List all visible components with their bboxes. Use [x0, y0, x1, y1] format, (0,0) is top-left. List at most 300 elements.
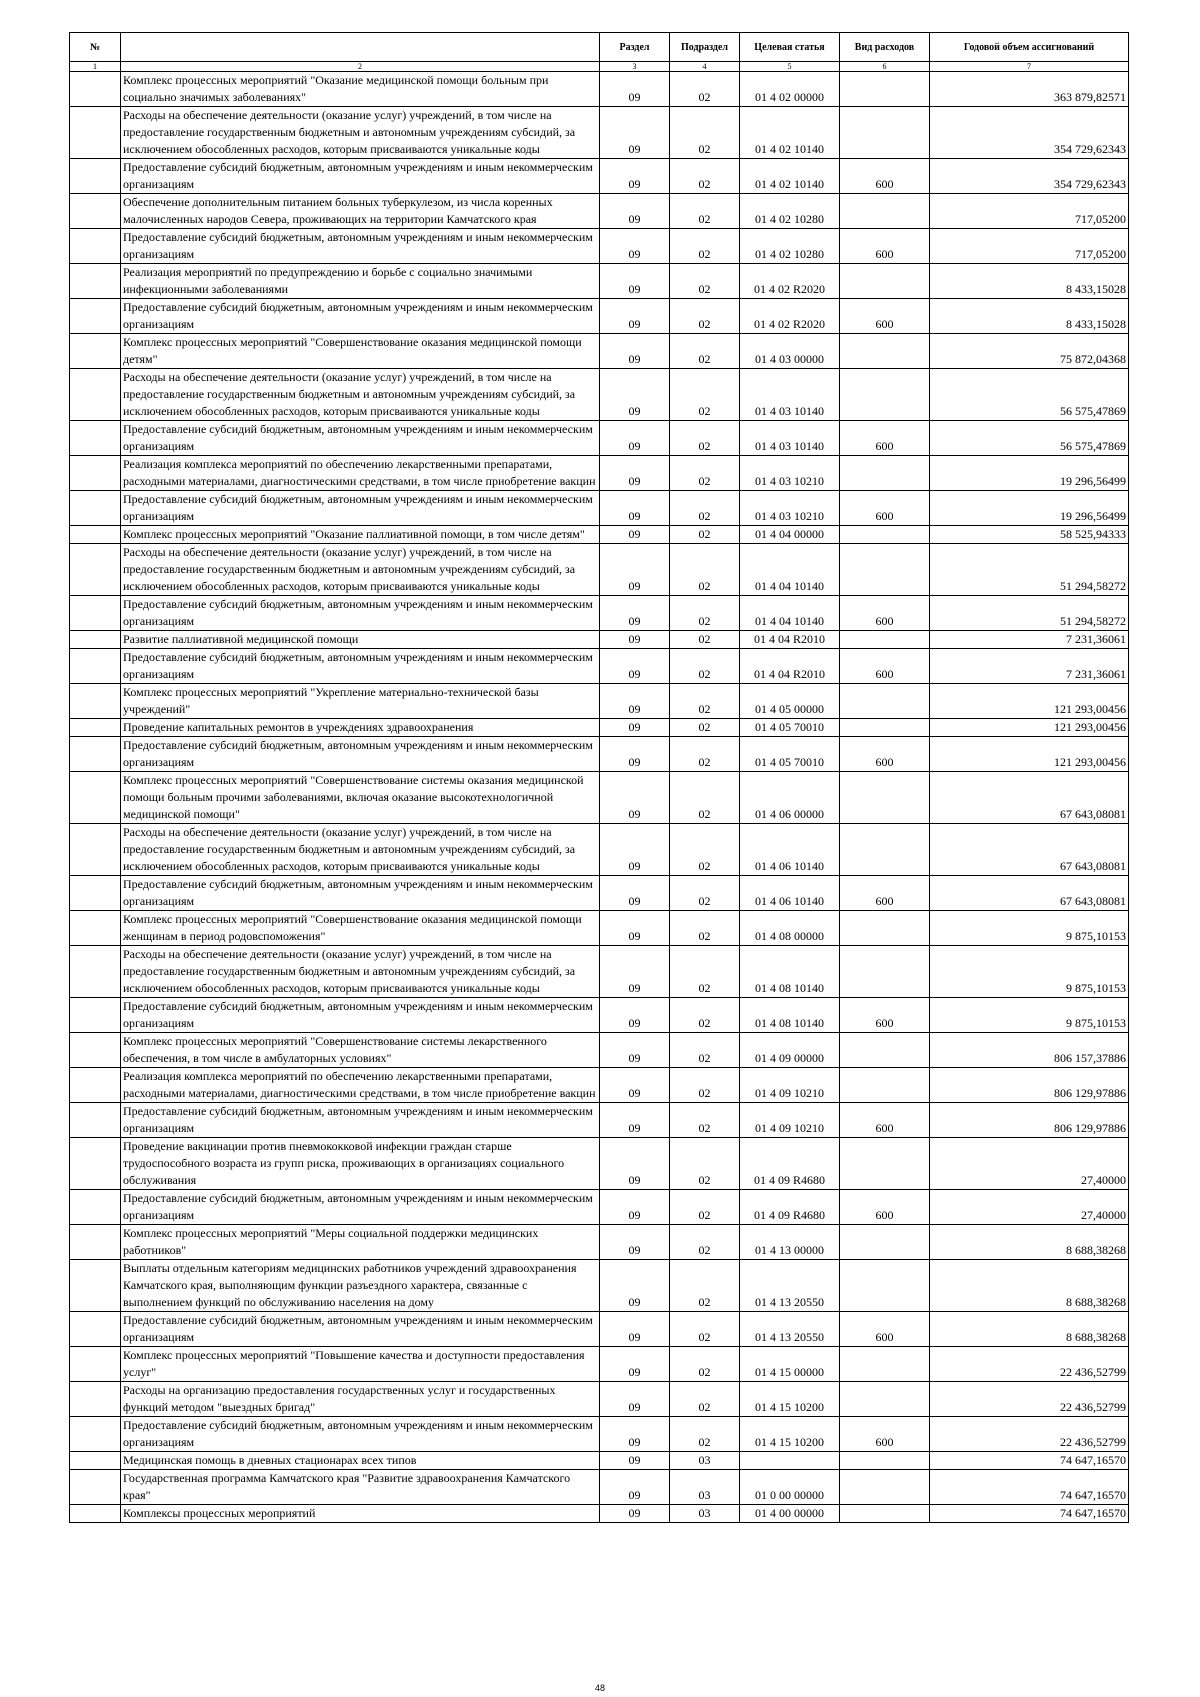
row-target-article-cell: 01 4 09 R4680 [740, 1190, 840, 1225]
row-name-cell: Расходы на обеспечение деятельности (оказание услуг) учреждений, в том числе на предоставление государственным бюджетным и автономным учреждениям субсидий, за исключением обособленных расходов, которым присваиваются уникальные коды [121, 107, 600, 159]
column-number: 2 [121, 62, 600, 72]
table-row [70, 1470, 1129, 1505]
row-razdel-cell: 09 [600, 1260, 670, 1312]
row-expense-type-cell: 600 [840, 876, 930, 911]
row-target-article-cell: 01 4 09 R4680 [740, 1138, 840, 1190]
row-expense-type-cell [840, 1033, 930, 1068]
row-number-cell [70, 107, 121, 159]
row-target-article-cell: 01 4 04 00000 [740, 526, 840, 544]
row-razdel-cell: 09 [600, 1068, 670, 1103]
row-expense-type-cell: 600 [840, 1103, 930, 1138]
row-razdel-cell: 09 [600, 526, 670, 544]
row-expense-type-cell [840, 946, 930, 998]
table-row [70, 1190, 1129, 1225]
row-podrazdel-cell: 02 [670, 1068, 740, 1103]
row-podrazdel-cell: 02 [670, 1033, 740, 1068]
row-expense-type-cell: 600 [840, 737, 930, 772]
row-podrazdel-cell: 02 [670, 264, 740, 299]
row-razdel-cell: 09 [600, 1312, 670, 1347]
row-expense-type-cell: 600 [840, 1190, 930, 1225]
table-row [70, 421, 1129, 456]
row-razdel-cell: 09 [600, 1190, 670, 1225]
row-amount-cell: 717,05200 [930, 194, 1129, 229]
row-expense-type-cell: 600 [840, 229, 930, 264]
row-podrazdel-cell: 02 [670, 1138, 740, 1190]
row-number-cell [70, 631, 121, 649]
row-number-cell [70, 1225, 121, 1260]
table-row [70, 1103, 1129, 1138]
row-name-cell: Комплекс процессных мероприятий "Оказание медицинской помощи больным при социально значимых заболеваниях" [121, 72, 600, 107]
table-row [70, 229, 1129, 264]
row-razdel-cell: 09 [600, 737, 670, 772]
row-amount-cell: 58 525,94333 [930, 526, 1129, 544]
table-row [70, 491, 1129, 526]
row-expense-type-cell [840, 631, 930, 649]
row-razdel-cell: 09 [600, 544, 670, 596]
table-row [70, 264, 1129, 299]
row-expense-type-cell [840, 526, 930, 544]
header-target-article: Целевая статья [740, 33, 840, 62]
row-amount-cell: 74 647,16570 [930, 1452, 1129, 1470]
row-podrazdel-cell: 02 [670, 631, 740, 649]
row-target-article-cell: 01 4 06 10140 [740, 824, 840, 876]
row-name-cell: Предоставление субсидий бюджетным, автономным учреждениям и иным некоммерческим организациям [121, 299, 600, 334]
row-podrazdel-cell: 02 [670, 737, 740, 772]
row-name-cell: Предоставление субсидий бюджетным, автономным учреждениям и иным некоммерческим организациям [121, 229, 600, 264]
row-podrazdel-cell: 02 [670, 596, 740, 631]
row-podrazdel-cell: 02 [670, 772, 740, 824]
row-razdel-cell: 09 [600, 229, 670, 264]
row-expense-type-cell [840, 456, 930, 491]
row-name-cell: Комплекс процессных мероприятий "Совершенствование оказания медицинской помощи детям" [121, 334, 600, 369]
row-name-cell: Выплаты отдельным категориям медицинских работников учреждений здравоохранения Камчатского края, выполняющим функции разъездного характера, связанные с выполнением функций по обслуживанию населения на дому [121, 1260, 600, 1312]
row-target-article-cell: 01 4 04 R2010 [740, 649, 840, 684]
header-name [121, 33, 600, 62]
row-podrazdel-cell: 02 [670, 911, 740, 946]
row-name-cell: Реализация мероприятий по предупреждению и борьбе с социально значимыми инфекционными заболеваниями [121, 264, 600, 299]
row-amount-cell: 27,40000 [930, 1190, 1129, 1225]
row-number-cell [70, 1190, 121, 1225]
column-number: 4 [670, 62, 740, 72]
row-number-cell [70, 998, 121, 1033]
row-name-cell: Комплексы процессных мероприятий [121, 1505, 600, 1523]
row-target-article-cell: 01 4 04 10140 [740, 544, 840, 596]
row-number-cell [70, 299, 121, 334]
row-target-article-cell: 01 4 15 10200 [740, 1382, 840, 1417]
row-podrazdel-cell: 02 [670, 72, 740, 107]
row-razdel-cell: 09 [600, 946, 670, 998]
column-number: 5 [740, 62, 840, 72]
row-number-cell [70, 229, 121, 264]
row-amount-cell: 7 231,36061 [930, 649, 1129, 684]
row-target-article-cell: 01 4 13 20550 [740, 1260, 840, 1312]
row-podrazdel-cell: 02 [670, 526, 740, 544]
row-number-cell [70, 1470, 121, 1505]
header-number: № [70, 33, 121, 62]
row-target-article-cell: 01 4 00 00000 [740, 1505, 840, 1523]
row-expense-type-cell [840, 107, 930, 159]
row-amount-cell: 51 294,58272 [930, 544, 1129, 596]
table-row [70, 1138, 1129, 1190]
row-amount-cell: 9 875,10153 [930, 911, 1129, 946]
row-name-cell: Расходы на обеспечение деятельности (оказание услуг) учреждений, в том числе на предоставление государственным бюджетным и автономным учреждениям субсидий, за исключением обособленных расходов, которым присваиваются уникальные коды [121, 946, 600, 998]
table-row [70, 1347, 1129, 1382]
row-amount-cell: 8 688,38268 [930, 1312, 1129, 1347]
row-name-cell: Предоставление субсидий бюджетным, автономным учреждениям и иным некоммерческим организациям [121, 421, 600, 456]
row-name-cell: Комплекс процессных мероприятий "Совершенствование системы оказания медицинской помощи больным прочими заболеваниями, включая оказание высокотехнологичной медицинской помощи" [121, 772, 600, 824]
row-podrazdel-cell: 02 [670, 1312, 740, 1347]
row-razdel-cell: 09 [600, 421, 670, 456]
row-number-cell [70, 1312, 121, 1347]
row-target-article-cell: 01 4 02 R2020 [740, 299, 840, 334]
row-name-cell: Комплекс процессных мероприятий "Оказание паллиативной помощи, в том числе детям" [121, 526, 600, 544]
row-podrazdel-cell: 03 [670, 1452, 740, 1470]
row-target-article-cell: 01 4 04 R2010 [740, 631, 840, 649]
row-expense-type-cell [840, 684, 930, 719]
row-razdel-cell: 09 [600, 1452, 670, 1470]
row-expense-type-cell [840, 72, 930, 107]
row-podrazdel-cell: 02 [670, 719, 740, 737]
row-name-cell: Комплекс процессных мероприятий "Совершенствование системы лекарственного обеспечения, в том числе в амбулаторных условиях" [121, 1033, 600, 1068]
row-expense-type-cell [840, 264, 930, 299]
table-row [70, 369, 1129, 421]
row-target-article-cell [740, 1452, 840, 1470]
row-amount-cell: 121 293,00456 [930, 737, 1129, 772]
row-expense-type-cell: 600 [840, 596, 930, 631]
column-number: 1 [70, 62, 121, 72]
row-name-cell: Расходы на обеспечение деятельности (оказание услуг) учреждений, в том числе на предоставление государственным бюджетным и автономным учреждениям субсидий, за исключением обособленных расходов, которым присваиваются уникальные коды [121, 369, 600, 421]
table-row [70, 946, 1129, 998]
row-number-cell [70, 946, 121, 998]
row-number-cell [70, 1033, 121, 1068]
row-expense-type-cell [840, 1452, 930, 1470]
row-amount-cell: 67 643,08081 [930, 824, 1129, 876]
row-amount-cell: 19 296,56499 [930, 456, 1129, 491]
row-razdel-cell: 09 [600, 998, 670, 1033]
row-number-cell [70, 911, 121, 946]
row-name-cell: Предоставление субсидий бюджетным, автономным учреждениям и иным некоммерческим организациям [121, 1103, 600, 1138]
column-number: 7 [930, 62, 1129, 72]
row-target-article-cell: 01 4 15 10200 [740, 1417, 840, 1452]
row-razdel-cell: 09 [600, 649, 670, 684]
row-target-article-cell: 01 4 02 10280 [740, 229, 840, 264]
row-target-article-cell: 01 4 04 10140 [740, 596, 840, 631]
row-name-cell: Государственная программа Камчатского края "Развитие здравоохранения Камчатского края" [121, 1470, 600, 1505]
row-name-cell: Комплекс процессных мероприятий "Повышение качества и доступности предоставления услуг" [121, 1347, 600, 1382]
table-row [70, 649, 1129, 684]
row-podrazdel-cell: 02 [670, 544, 740, 596]
row-amount-cell: 806 157,37886 [930, 1033, 1129, 1068]
row-expense-type-cell: 600 [840, 299, 930, 334]
row-razdel-cell: 09 [600, 264, 670, 299]
row-name-cell: Комплекс процессных мероприятий "Совершенствование оказания медицинской помощи женщинам в период родовспоможения" [121, 911, 600, 946]
row-podrazdel-cell: 02 [670, 1103, 740, 1138]
row-name-cell: Предоставление субсидий бюджетным, автономным учреждениям и иным некоммерческим организациям [121, 737, 600, 772]
row-number-cell [70, 719, 121, 737]
row-podrazdel-cell: 02 [670, 107, 740, 159]
row-podrazdel-cell: 02 [670, 421, 740, 456]
table-row [70, 737, 1129, 772]
header-razdel: Раздел [600, 33, 670, 62]
row-amount-cell: 8 433,15028 [930, 299, 1129, 334]
row-expense-type-cell [840, 1138, 930, 1190]
row-number-cell [70, 334, 121, 369]
row-number-cell [70, 1260, 121, 1312]
row-number-cell [70, 1347, 121, 1382]
table-body [70, 72, 1129, 1523]
table-row [70, 631, 1129, 649]
table-row [70, 107, 1129, 159]
row-razdel-cell: 09 [600, 824, 670, 876]
row-amount-cell: 354 729,62343 [930, 107, 1129, 159]
column-number: 3 [600, 62, 670, 72]
table-row [70, 1417, 1129, 1452]
row-razdel-cell: 09 [600, 1103, 670, 1138]
row-amount-cell: 8 688,38268 [930, 1260, 1129, 1312]
row-number-cell [70, 1505, 121, 1523]
row-amount-cell: 354 729,62343 [930, 159, 1129, 194]
row-expense-type-cell [840, 544, 930, 596]
row-expense-type-cell [840, 334, 930, 369]
row-amount-cell: 9 875,10153 [930, 998, 1129, 1033]
row-razdel-cell: 09 [600, 876, 670, 911]
table-row [70, 1382, 1129, 1417]
row-name-cell: Предоставление субсидий бюджетным, автономным учреждениям и иным некоммерческим организациям [121, 998, 600, 1033]
row-target-article-cell: 01 4 02 10140 [740, 159, 840, 194]
row-target-article-cell: 01 4 06 10140 [740, 876, 840, 911]
row-number-cell [70, 1417, 121, 1452]
row-name-cell: Расходы на организацию предоставления государственных услуг и государственных функций методом "выездных бригад" [121, 1382, 600, 1417]
row-amount-cell: 806 129,97886 [930, 1068, 1129, 1103]
row-razdel-cell: 09 [600, 596, 670, 631]
row-podrazdel-cell: 02 [670, 369, 740, 421]
header-expense-type: Вид расходов [840, 33, 930, 62]
table-row [70, 911, 1129, 946]
header-podrazdel: Подраздел [670, 33, 740, 62]
row-razdel-cell: 09 [600, 1033, 670, 1068]
row-expense-type-cell [840, 1470, 930, 1505]
row-target-article-cell: 01 4 08 10140 [740, 998, 840, 1033]
row-target-article-cell: 01 4 02 10280 [740, 194, 840, 229]
row-razdel-cell: 09 [600, 631, 670, 649]
header-annual-amount: Годовой объем ассигнований [930, 33, 1129, 62]
row-podrazdel-cell: 03 [670, 1470, 740, 1505]
row-name-cell: Проведение капитальных ремонтов в учреждениях здравоохранения [121, 719, 600, 737]
table-row [70, 719, 1129, 737]
row-amount-cell: 8 433,15028 [930, 264, 1129, 299]
row-podrazdel-cell: 02 [670, 1417, 740, 1452]
row-podrazdel-cell: 02 [670, 876, 740, 911]
row-name-cell: Комплекс процессных мероприятий "Меры социальной поддержки медицинских работников" [121, 1225, 600, 1260]
row-name-cell: Обеспечение дополнительным питанием больных туберкулезом, из числа коренных малочисленных народов Севера, проживающих на территории Камчатского края [121, 194, 600, 229]
row-razdel-cell: 09 [600, 194, 670, 229]
table-row [70, 544, 1129, 596]
row-amount-cell: 67 643,08081 [930, 876, 1129, 911]
row-expense-type-cell [840, 772, 930, 824]
row-target-article-cell: 01 4 09 00000 [740, 1033, 840, 1068]
row-name-cell: Проведение вакцинации против пневмококковой инфекции граждан старше трудоспособного возраста из групп риска, проживающих в организациях социального обслуживания [121, 1138, 600, 1190]
table-row [70, 159, 1129, 194]
row-podrazdel-cell: 02 [670, 1347, 740, 1382]
row-number-cell [70, 456, 121, 491]
row-razdel-cell: 09 [600, 1382, 670, 1417]
row-number-cell [70, 1068, 121, 1103]
row-expense-type-cell: 600 [840, 1312, 930, 1347]
row-podrazdel-cell: 02 [670, 334, 740, 369]
table-row [70, 596, 1129, 631]
row-podrazdel-cell: 02 [670, 491, 740, 526]
row-number-cell [70, 649, 121, 684]
row-expense-type-cell: 600 [840, 491, 930, 526]
row-amount-cell: 56 575,47869 [930, 369, 1129, 421]
row-expense-type-cell [840, 1505, 930, 1523]
row-name-cell: Предоставление субсидий бюджетным, автономным учреждениям и иным некоммерческим организациям [121, 876, 600, 911]
row-name-cell: Медицинская помощь в дневных стационарах всех типов [121, 1452, 600, 1470]
row-expense-type-cell [840, 369, 930, 421]
table-row [70, 772, 1129, 824]
row-amount-cell: 121 293,00456 [930, 684, 1129, 719]
table-row [70, 1505, 1129, 1523]
row-target-article-cell: 01 4 13 00000 [740, 1225, 840, 1260]
row-target-article-cell: 01 4 03 10210 [740, 456, 840, 491]
row-podrazdel-cell: 02 [670, 194, 740, 229]
row-razdel-cell: 09 [600, 1505, 670, 1523]
column-number-row [70, 62, 1129, 72]
row-amount-cell: 27,40000 [930, 1138, 1129, 1190]
table-row [70, 1452, 1129, 1470]
row-podrazdel-cell: 02 [670, 1225, 740, 1260]
row-amount-cell: 19 296,56499 [930, 491, 1129, 526]
row-number-cell [70, 526, 121, 544]
row-razdel-cell: 09 [600, 491, 670, 526]
row-razdel-cell: 09 [600, 299, 670, 334]
row-razdel-cell: 09 [600, 456, 670, 491]
table-row [70, 1225, 1129, 1260]
row-podrazdel-cell: 02 [670, 946, 740, 998]
row-name-cell: Предоставление субсидий бюджетным, автономным учреждениям и иным некоммерческим организациям [121, 1190, 600, 1225]
row-amount-cell: 9 875,10153 [930, 946, 1129, 998]
row-amount-cell: 7 231,36061 [930, 631, 1129, 649]
row-amount-cell: 74 647,16570 [930, 1505, 1129, 1523]
row-name-cell: Предоставление субсидий бюджетным, автономным учреждениям и иным некоммерческим организациям [121, 159, 600, 194]
table-row [70, 456, 1129, 491]
row-number-cell [70, 1382, 121, 1417]
table-row [70, 876, 1129, 911]
row-razdel-cell: 09 [600, 772, 670, 824]
row-name-cell: Предоставление субсидий бюджетным, автономным учреждениям и иным некоммерческим организациям [121, 1417, 600, 1452]
row-amount-cell: 75 872,04368 [930, 334, 1129, 369]
table-row [70, 1260, 1129, 1312]
row-target-article-cell: 01 4 05 70010 [740, 737, 840, 772]
table-row [70, 526, 1129, 544]
row-number-cell [70, 194, 121, 229]
row-number-cell [70, 876, 121, 911]
row-podrazdel-cell: 02 [670, 1190, 740, 1225]
row-number-cell [70, 684, 121, 719]
row-razdel-cell: 09 [600, 107, 670, 159]
row-razdel-cell: 09 [600, 72, 670, 107]
row-number-cell [70, 737, 121, 772]
row-name-cell: Комплекс процессных мероприятий "Укрепление материально-технической базы учреждений" [121, 684, 600, 719]
row-amount-cell: 22 436,52799 [930, 1417, 1129, 1452]
row-podrazdel-cell: 02 [670, 684, 740, 719]
row-podrazdel-cell: 02 [670, 1260, 740, 1312]
row-target-article-cell: 01 4 03 00000 [740, 334, 840, 369]
row-podrazdel-cell: 02 [670, 159, 740, 194]
row-target-article-cell: 01 4 08 00000 [740, 911, 840, 946]
row-amount-cell: 56 575,47869 [930, 421, 1129, 456]
row-razdel-cell: 09 [600, 369, 670, 421]
column-number: 6 [840, 62, 930, 72]
row-number-cell [70, 421, 121, 456]
row-amount-cell: 22 436,52799 [930, 1382, 1129, 1417]
row-number-cell [70, 491, 121, 526]
row-amount-cell: 717,05200 [930, 229, 1129, 264]
row-podrazdel-cell: 03 [670, 1505, 740, 1523]
table-row [70, 1068, 1129, 1103]
row-target-article-cell: 01 4 08 10140 [740, 946, 840, 998]
row-number-cell [70, 1103, 121, 1138]
row-razdel-cell: 09 [600, 1470, 670, 1505]
row-expense-type-cell: 600 [840, 1417, 930, 1452]
row-expense-type-cell [840, 1068, 930, 1103]
row-amount-cell: 74 647,16570 [930, 1470, 1129, 1505]
table-row [70, 684, 1129, 719]
row-razdel-cell: 09 [600, 1417, 670, 1452]
row-expense-type-cell: 600 [840, 649, 930, 684]
row-podrazdel-cell: 02 [670, 649, 740, 684]
row-name-cell: Предоставление субсидий бюджетным, автономным учреждениям и иным некоммерческим организациям [121, 649, 600, 684]
row-podrazdel-cell: 02 [670, 456, 740, 491]
row-name-cell: Развитие паллиативной медицинской помощи [121, 631, 600, 649]
table-row [70, 194, 1129, 229]
row-target-article-cell: 01 4 15 00000 [740, 1347, 840, 1382]
row-target-article-cell: 01 4 02 00000 [740, 72, 840, 107]
row-expense-type-cell: 600 [840, 159, 930, 194]
row-razdel-cell: 09 [600, 1138, 670, 1190]
row-number-cell [70, 596, 121, 631]
row-podrazdel-cell: 02 [670, 299, 740, 334]
row-number-cell [70, 772, 121, 824]
row-target-article-cell: 01 4 05 70010 [740, 719, 840, 737]
budget-allocation-table [69, 32, 1129, 1523]
header-row [70, 33, 1129, 62]
row-expense-type-cell [840, 1225, 930, 1260]
row-target-article-cell: 01 4 03 10140 [740, 421, 840, 456]
row-podrazdel-cell: 02 [670, 998, 740, 1033]
row-razdel-cell: 09 [600, 719, 670, 737]
table-header [70, 33, 1129, 72]
row-razdel-cell: 09 [600, 911, 670, 946]
table-row [70, 824, 1129, 876]
row-number-cell [70, 544, 121, 596]
row-razdel-cell: 09 [600, 684, 670, 719]
row-number-cell [70, 369, 121, 421]
row-number-cell [70, 72, 121, 107]
row-amount-cell: 51 294,58272 [930, 596, 1129, 631]
row-expense-type-cell [840, 1260, 930, 1312]
row-target-article-cell: 01 4 03 10210 [740, 491, 840, 526]
table-row [70, 334, 1129, 369]
page-number: 48 [594, 1683, 605, 1693]
row-razdel-cell: 09 [600, 334, 670, 369]
row-number-cell [70, 159, 121, 194]
row-number-cell [70, 264, 121, 299]
row-expense-type-cell [840, 719, 930, 737]
row-podrazdel-cell: 02 [670, 1382, 740, 1417]
table-row [70, 299, 1129, 334]
row-target-article-cell: 01 4 03 10140 [740, 369, 840, 421]
